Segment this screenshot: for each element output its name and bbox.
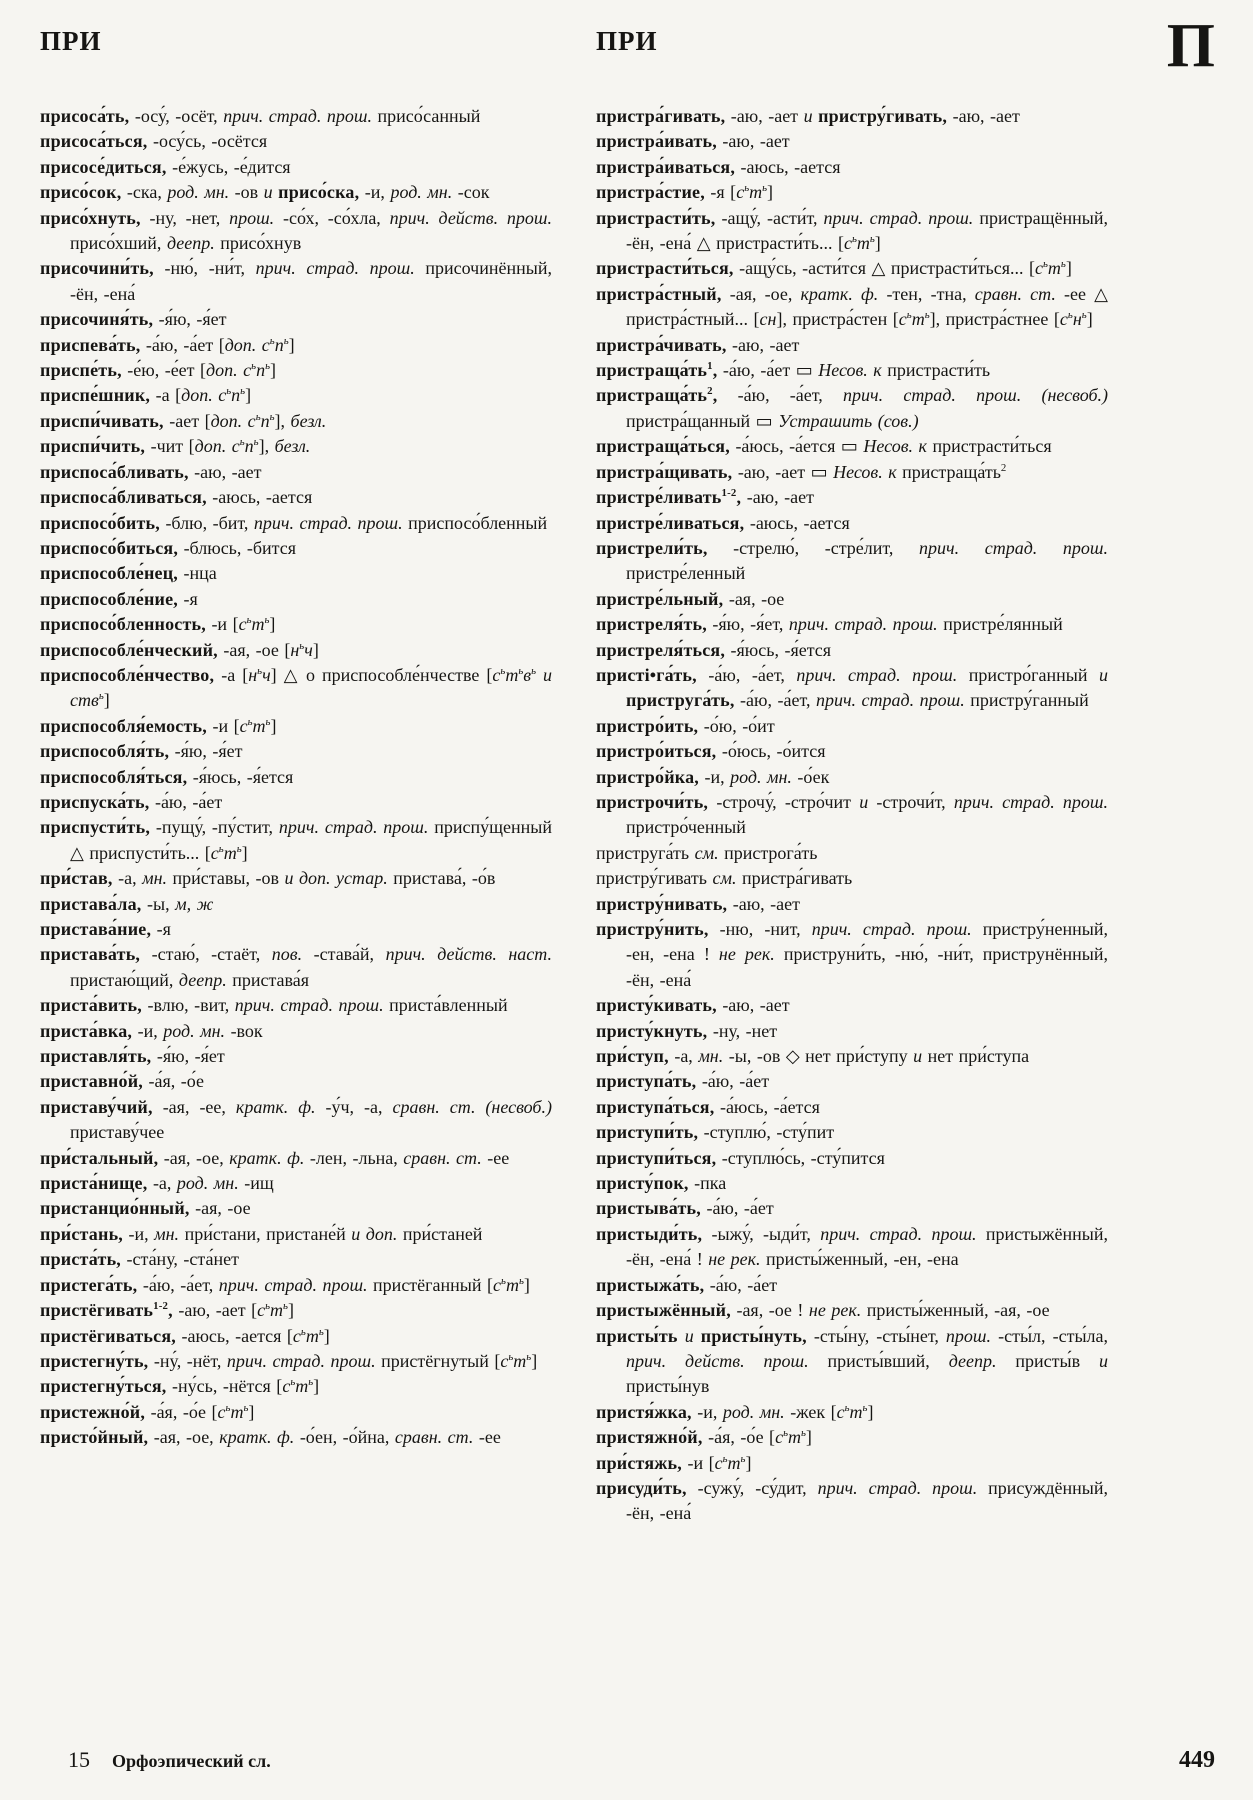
right-column	[596, 104, 1108, 1527]
dictionary-entry: $пристраща́ть^1$, -а́ю, -а́ет ▭ Несов. к пристрасти́ть	[596, 360, 991, 381]
dictionary-entry: пристава́ла, -ы, м, ж	[40, 893, 214, 914]
dictionary-entry: пристыва́ть, -а́ю, -а́ет	[596, 1198, 774, 1219]
dictionary-entry: пристра́стие, -я $[с^ьт^ь]$	[596, 182, 774, 203]
dictionary-entry: пристре́ливать$^{1-2}$, -аю, -ает	[596, 487, 814, 508]
dictionary-entry: присочиня́ть, -я́ю, -я́ет	[40, 309, 227, 330]
dictionary-entry: присо́хнуть, -ну, -нет, прош. -со́х, -со́хла, прич. действ. прош. присо́хший, деепр. присо́хнув	[40, 207, 552, 254]
dictionary-entry: приспусти́ть, -пущу́, -пу́стит, прич. страд. прош. приспу́щенный △ приспусти́ть... $[с^ьт^ь]$	[40, 817, 552, 863]
dictionary-entry: приспособля́емость, -и $[с^ьт^ь]$	[40, 715, 277, 736]
dictionary-entry: приста́вить, -влю, -вит, прич. страд. прош. приста́вленный	[40, 995, 508, 1016]
dictionary-entry: приструга́ть см. пристрога́ть	[596, 842, 818, 863]
dictionary-entry: приспособле́нческий, -ая, -ое $[н^ьч]$	[40, 639, 319, 660]
section-letter: П	[1166, 12, 1215, 80]
dictionary-entry: пристра́стный, -ая, -ое, кратк. ф. -тен, -тна, сравн. ст. -ее △ пристра́стный... [сн], пристра́стен $[с^ьт^ь]$, пристра́стнее $[с^ьн^ь]$	[596, 283, 1108, 330]
dictionary-entry: приспосо́бленность, -и $[с^ьт^ь]$	[40, 614, 276, 635]
dictionary-entry: приспособле́нец, -нца	[40, 563, 217, 584]
dictionary-entry: пристру́нивать, -аю, -ает	[596, 893, 801, 914]
dictionary-entry: $пристраща́ть^2$, -а́ю, -а́ет, прич. страд. прош. (несвоб.) пристра́щанный ▭ Устрашить (сов.)	[596, 385, 1108, 431]
page-number: 449	[1179, 1747, 1215, 1773]
running-head-left: ПРИ	[40, 26, 102, 56]
page-footer	[40, 1747, 1215, 1774]
dictionary-entry: пристра́чивать, -аю, -ает	[596, 334, 800, 355]
dictionary-entry: пристанцио́нный, -ая, -ое	[40, 1198, 251, 1219]
dictionary-entry: пристега́ть, -а́ю, -а́ет, прич. страд. прош. пристёганный $[с^ьт^ь]$	[40, 1274, 530, 1295]
dictionary-entry: приспосо́биться, -блюсь, -бится	[40, 537, 297, 558]
dictionary-entry: пристрасти́ться, -ащу́сь, -асти́тся △ пристрасти́ться... $[с^ьт^ь]$	[596, 258, 1072, 279]
dictionary-entry: пристыди́ть, -ыжу́, -ыди́т, прич. страд. прош. пристыжённый, -ён, -ена́ ! не рек. присты́женный, -ен, -ена	[596, 1223, 1108, 1270]
dictionary-entry: приспособля́ть, -я́ю, -я́ет	[40, 741, 243, 762]
dictionary-entry: присты́ть и присты́нуть, -сты́ну, -сты́нет, прош. -сты́л, -сты́ла, прич. действ. прош. присты́вший, деепр. присты́в и присты́нув	[596, 1325, 1109, 1397]
dictionary-entry: присосе́диться, -е́жусь, -е́дится	[40, 156, 291, 177]
dictionary-entry: пристре́льный, -ая, -ое	[596, 588, 785, 609]
dictionary-entry: пристро́ить, -о́ю, -о́ит	[596, 715, 775, 736]
dictionary-entry: при́ступ, -а, мн. -ы, -ов ◇ нет при́ступу и нет при́ступа	[596, 1046, 1030, 1067]
left-column	[40, 104, 552, 1527]
dictionary-entry: приспособле́ние, -я	[40, 588, 198, 609]
dictionary-entry: пристава́ние, -я	[40, 919, 171, 939]
dictionary-entry: присту́кивать, -аю, -ает	[596, 995, 790, 1016]
dictionary-entry: пристра́гивать, -аю, -ает и пристру́гивать, -аю, -ает	[596, 106, 1020, 126]
dictionary-entry: приста́нище, -а, род. мн. -ищ	[40, 1173, 274, 1194]
dictionary-entry: пристяжно́й, -а́я, -о́е $[с^ьт^ь]$	[596, 1427, 812, 1448]
dictionary-entry: пристро́иться, -о́юсь, -о́ится	[596, 741, 826, 762]
dictionary-entry: пристегну́ться, -ну́сь, -нётся $[с^ьт^ь]$	[40, 1376, 320, 1397]
dictionary-entry: пристрочи́ть, -строчу́, -стро́чит и -строчи́т, прич. страд. прош. пристро́ченный	[596, 791, 1108, 838]
dictionary-entry: при́стяжь, -и $[с^ьт^ь]$	[596, 1452, 752, 1473]
dictionary-entry: пристра́ивать, -аю, -ает	[596, 131, 790, 152]
dictionary-entry: пристя́жка, -и, род. мн. -жек $[с^ьт^ь]$	[596, 1401, 874, 1422]
dictionary-entry: присо́сок, -ска, род. мн. -ов и присо́ска, -и, род. мн. -сок	[40, 182, 490, 203]
dictionary-entry: присту́пок, -пка	[596, 1173, 727, 1194]
dictionary-entry: при́став, -а, мн. при́ставы, -ов и доп. устар. пристава́, -о́в	[40, 868, 496, 889]
dictionary-entry: пристреля́ться, -я́юсь, -я́ется	[596, 639, 832, 660]
dictionary-entry: присоса́ться, -осу́сь, -осётся	[40, 131, 268, 152]
dictionary-entry: приспе́ть, -е́ю, -е́ет [доп. $с^ьп^ь$]	[40, 360, 276, 381]
dictionary-entry: приставля́ть, -я́ю, -я́ет	[40, 1046, 225, 1067]
dictionary-entry: приспева́ть, -а́ю, -а́ет [доп. $с^ьп^ь$]	[40, 334, 295, 355]
dictionary-entry: при́стальный, -ая, -ое, кратк. ф. -лен, -льна, сравн. ст. -ее	[40, 1147, 510, 1168]
dictionary-entry: пристыжа́ть, -а́ю, -а́ет	[596, 1274, 778, 1295]
dictionary-entry: приспособля́ться, -я́юсь, -я́ется	[40, 766, 294, 787]
dictionary-entry: пристра́щивать, -аю, -ает ▭ Несов. к $пристраща́ть^2$	[596, 461, 1007, 482]
dictionary-entry: пристраща́ться, -а́юсь, -а́ется ▭ Несов. к пристрасти́ться	[596, 436, 1052, 457]
dictionary-entry: пристегну́ть, -ну́, -нёт, прич. страд. прош. пристёгнутый $[с^ьт^ь]$	[40, 1350, 538, 1371]
dictionary-entry: пристрели́ть, -стрелю́, -стре́лит, прич. страд. прош. пристре́ленный	[596, 537, 1108, 584]
signature-number: 15	[68, 1747, 90, 1772]
dictionary-entry: присочини́ть, -ню́, -ни́т, прич. страд. прош. присочинённый, -ён, -ена́	[40, 258, 552, 304]
dictionary-entry: приспи́чить, -чит [доп. $с^ьп^ь$], безл.	[40, 436, 311, 457]
signature-note: Орфоэпический сл.	[112, 1751, 271, 1771]
dictionary-entry: приста́вка, -и, род. мн. -вок	[40, 1020, 263, 1041]
running-head-right: ПРИ	[596, 26, 658, 56]
dictionary-entry: присоса́ть, -осу́, -осёт, прич. страд. прош. присо́санный	[40, 106, 481, 126]
dictionary-entry: пристреля́ть, -я́ю, -я́ет, прич. страд. прош. пристре́лянный	[596, 614, 1063, 635]
dictionary-entry: приставно́й, -а́я, -о́е	[40, 1071, 204, 1092]
dictionary-entry: приспоса́бливать, -аю, -ает	[40, 461, 262, 482]
dictionary-entry: присту́кнуть, -ну, -нет	[596, 1020, 778, 1041]
dictionary-entry: пристре́ливаться, -аюсь, -ается	[596, 512, 850, 533]
dictionary-entry: присто́йный, -ая, -ое, кратк. ф. -о́ен, -о́йна, сравн. ст. -ее	[40, 1427, 501, 1448]
dictionary-entry: приспособле́нчество, -а $[н^ьч]$ △ о приспособле́нчестве [$с^ьт^ьв^ь$ и ств$^ь$]	[40, 664, 553, 711]
dictionary-entry: пристру́нить, -ню, -нит, прич. страд. прош. пристру́ненный, -ен, -ена ! не рек. приструни́ть, -ню́, -ни́т, приструнённый, -ён, -ена́	[596, 919, 1109, 990]
dictionary-entry: приспи́чивать, -ает [доп. $с^ьп^ь$], безл.	[40, 410, 327, 431]
dictionary-entry: присті•га́ть, -а́ю, -а́ет, прич. страд. прош. пристро́ганный и приструга́ть, -а́ю, -а́ет, прич. страд. прош. пристру́ганный	[596, 664, 1108, 711]
dictionary-entry: приспе́шник, -а [доп. $с^ьп^ь$]	[40, 385, 252, 406]
dictionary-entry: пристава́ть, -стаю́, -стаёт, пов. -става́й, прич. действ. наст. пристаю́щий, деепр. пристава́я	[40, 944, 552, 990]
dictionary-entry: пристра́иваться, -аюсь, -ается	[596, 156, 841, 177]
text-columns	[40, 104, 1215, 1527]
dictionary-entry: приспоса́бливаться, -аюсь, -ается	[40, 487, 313, 508]
dictionary-entry: пристёгивать$^{1-2}$, -аю, -ает $[с^ьт^ь]$	[40, 1300, 294, 1321]
dictionary-entry: приста́ть, -ста́ну, -ста́нет	[40, 1249, 239, 1270]
dictionary-entry: пристыжённый, -ая, -ое ! не рек. присты́женный, -ая, -ое	[596, 1300, 1050, 1321]
dictionary-entry: приспосо́бить, -блю, -бит, прич. страд. прош. приспосо́бленный	[40, 512, 548, 533]
dictionary-entry: приступа́ться, -а́юсь, -а́ется	[596, 1096, 820, 1117]
dictionary-entry: пристёгиваться, -аюсь, -ается $[с^ьт^ь]$	[40, 1325, 330, 1346]
dictionary-entry: пристро́йка, -и, род. мн. -о́ек	[596, 766, 830, 787]
dictionary-entry: приступи́ться, -ступлю́сь, -сту́пится	[596, 1147, 885, 1168]
dictionary-entry: приступа́ть, -а́ю, -а́ет	[596, 1071, 770, 1092]
dictionary-entry: приспуска́ть, -а́ю, -а́ет	[40, 791, 223, 812]
dictionary-entry: пристрасти́ть, -ащу́, -асти́т, прич. страд. прош. пристращённый, -ён, -ена́ △ пристрасти́ть... $[с^ьт^ь]$	[596, 207, 1108, 254]
dictionary-entry: пристру́гивать см. пристра́гивать	[596, 868, 853, 889]
dictionary-entry: приставу́чий, -ая, -ее, кратк. ф. -у́ч, -а, сравн. ст. (несвоб.) приставу́чее	[40, 1096, 552, 1143]
running-head	[40, 12, 1215, 90]
dictionary-entry: приступи́ть, -ступлю́, -сту́пит	[596, 1122, 835, 1143]
dictionary-entry: при́стань, -и, мн. при́стани, пристане́й и доп. при́станей	[40, 1223, 483, 1244]
dictionary-entry: присуди́ть, -сужу́, -су́дит, прич. страд. прош. присуждённый, -ён, -ена́	[596, 1477, 1109, 1524]
dictionary-entry: пристежно́й, -а́я, -о́е $[с^ьт^ь]$	[40, 1401, 255, 1422]
